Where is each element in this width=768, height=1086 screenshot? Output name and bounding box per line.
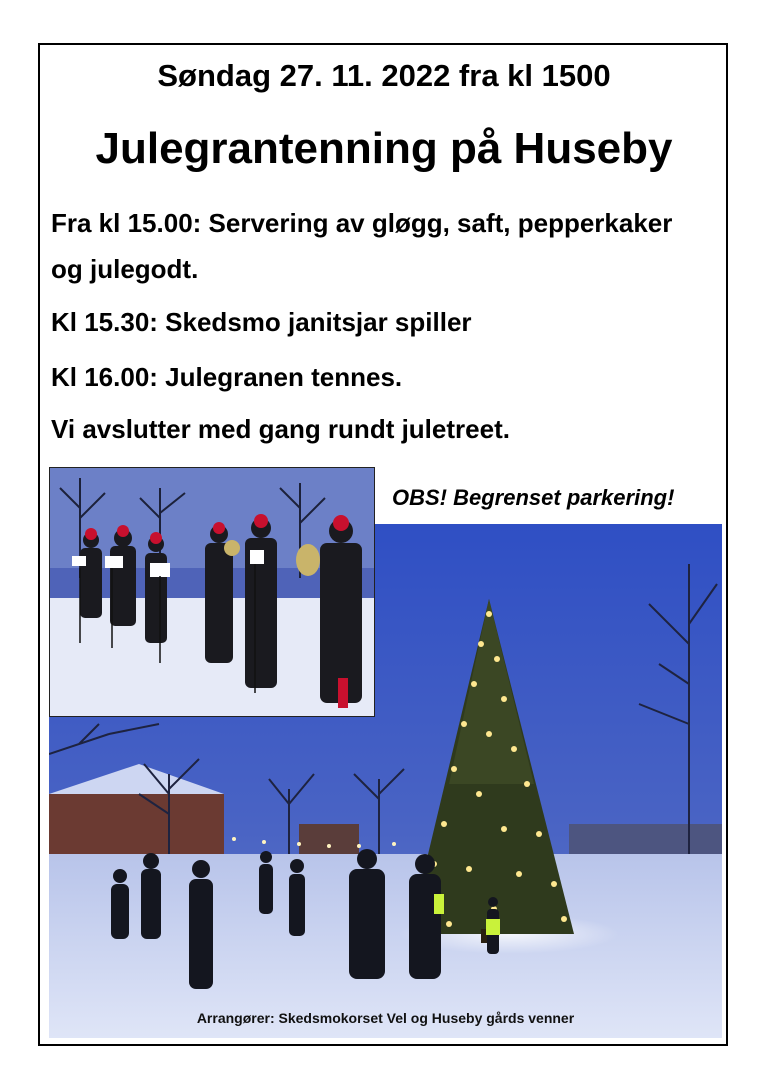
event-title: Julegrantenning på Huseby — [95, 124, 673, 173]
organizers-caption: Arrangører: Skedsmokorset Vel og Huseby gårds venner — [196, 1010, 575, 1026]
band-illustration — [50, 468, 375, 717]
program-line-3: Kl 15.30: Skedsmo janitsjar spiller — [51, 307, 472, 337]
band-photo — [49, 467, 375, 717]
program-line-2: og julegodt. — [51, 254, 199, 284]
program-line-4: Kl 16.00: Julegranen tennes. — [51, 362, 403, 392]
event-date: Søndag 27. 11. 2022 fra kl 1500 — [157, 58, 611, 93]
program-line-5: Vi avslutter med gang rundt juletreet. — [51, 414, 510, 444]
parking-notice: OBS! Begrenset parkering! — [392, 485, 675, 510]
program-line-1: Fra kl 15.00: Servering av gløgg, saft, pepperkaker — [51, 208, 673, 238]
